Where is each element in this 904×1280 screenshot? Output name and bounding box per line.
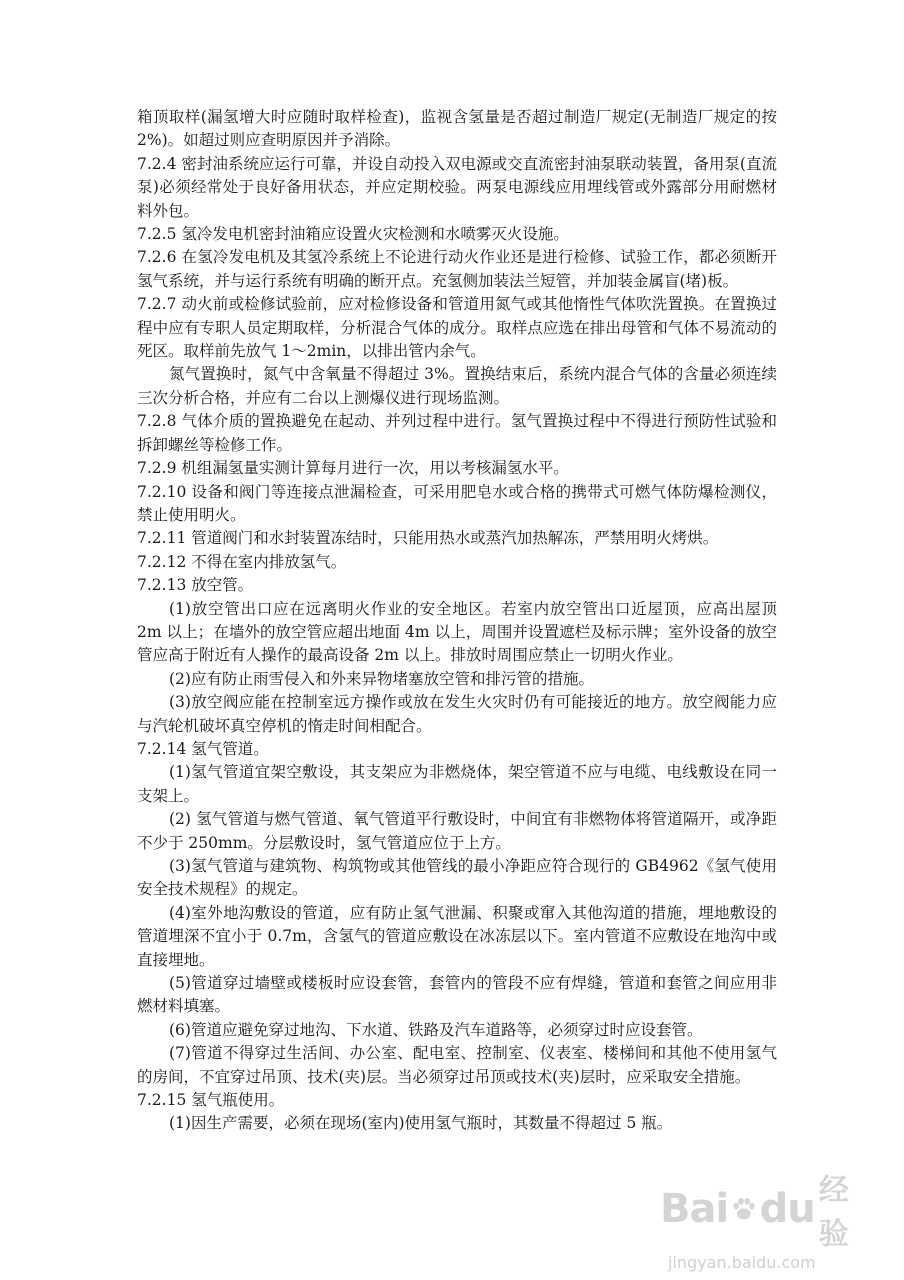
- paragraph: (6)管道应避免穿过地沟、下水道、铁路及汽车道路等，必须穿过时应设套管。: [169, 1020, 703, 1039]
- document-body: [137, 106, 777, 1136]
- paragraph: 7.2.5 氢冷发电机密封油箱应设置火灾检测和水喷雾灭火设施。: [137, 225, 569, 244]
- watermark-brand-right: du: [759, 1186, 815, 1232]
- paragraph: (3)氢气管道与建筑物、构筑物或其他管线的最小净距应符合现行的 GB4962《氢气使用安全技术规程》的规定。: [137, 857, 777, 899]
- paragraph: 7.2.9 机组漏氢量实测计算每月进行一次，用以考核漏氢水平。: [137, 459, 569, 478]
- paragraph: (1)氢气管道宜架空敷设，其支架应为非燃烧体，架空管道不应与电缆、电线敷设在同一支架上。: [137, 763, 777, 805]
- watermark-brand-left: Bai: [660, 1186, 729, 1232]
- paragraph: 7.2.7 动火前或检修试验前，应对检修设备和管道用氮气或其他惰性气体吹洗置换。在置换过程中应有专职人员定期取样，分析混合气体的成分。取样点应选在排出母管和气体不易流动的死区。取样前先放气 1～2min，以排出管内余气。: [137, 295, 777, 361]
- paragraph: 7.2.14 氢气管道。: [137, 739, 269, 758]
- paragraph: 氮气置换时，氮气中含氧量不得超过 3%。置换结束后，系统内混合气体的含量必须连续三次分析合格，并应有二台以上测爆仪进行现场监测。: [137, 365, 777, 407]
- paragraph: 7.2.6 在氢冷发电机及其氢冷系统上不论进行动火作业还是进行检修、试验工作，都必须断开氢气系统，并与运行系统有明确的断开点。充氢侧加装法兰短管，并加装金属盲(堵)板。: [137, 248, 777, 290]
- paragraph: (1)因生产需要，必须在现场(室内)使用氢气瓶时，其数量不得超过 5 瓶。: [169, 1114, 673, 1133]
- paragraph: (2)应有防止雨雪侵入和外来异物堵塞放空管和排污管的措施。: [169, 669, 594, 688]
- watermark-brand-cn: 经验: [818, 1173, 849, 1252]
- paragraph: (4)室外地沟敷设的管道，应有防止氢气泄漏、积聚或窜入其他沟道的措施，埋地敷设的管道埋深不宜小于 0.7m，含氢气的管道应敷设在冰冻层以下。室内管道不应敷设在地沟中或直接埋地。: [137, 903, 777, 969]
- paragraph: 7.2.13 放空管。: [137, 576, 254, 595]
- paragraph: (3)放空阀应能在控制室远方操作或放在发生火灾时仍有可能接近的地方。放空阀能力应与汽轮机破坏真空停机的惰走时间相配合。: [137, 693, 777, 735]
- paragraph: 7.2.4 密封油系统应运行可靠，并设自动投入双电源或交直流密封油泵联动装置，备用泵(直流泵)必须经常处于良好备用状态，并应定期校验。两泵电源线应用埋线管或外露部分用耐燃材料外包。: [137, 154, 777, 220]
- paragraph: (5)管道穿过墙壁或楼板时应设套管，套管内的管段不应有焊缝，管道和套管之间应用非燃材料填塞。: [137, 974, 777, 1016]
- paragraph: 7.2.8 气体介质的置换避免在起动、并列过程中进行。氢气置换过程中不得进行预防性试验和拆卸螺丝等检修工作。: [137, 412, 777, 454]
- paragraph: 7.2.11 管道阀门和水封装置冻结时，只能用热水或蒸汽加热解冻，严禁用明火烤烘。: [137, 529, 719, 548]
- paragraph: (1)放空管出口应在远离明火作业的安全地区。若室内放空管出口近屋顶，应高出屋顶 2m 以上；在墙外的放空管应超出地面 4m 以上，周围并设置遮栏及标示牌；室外设备的放空管应高于附近有人操作的最高设备 2m 以上。排放时周围应禁止一切明火作业。: [137, 599, 777, 665]
- watermark-url: jingyan.baidu.com: [668, 1253, 816, 1272]
- paragraph: (7)管道不得穿过生活间、办公室、配电室、控制室、仪表室、楼梯间和其他不使用氢气的房间，不宜穿过吊顶、技术(夹)层。当必须穿过吊顶或技术(夹)层时，应采取安全措施。: [137, 1044, 777, 1086]
- paragraph: 7.2.15 氢气瓶使用。: [137, 1091, 285, 1110]
- paragraph: 7.2.10 设备和阀门等连接点泄漏检查，可采用肥皂水或合格的携带式可燃气体防爆检测仪，禁止使用明火。: [137, 482, 777, 524]
- baidu-watermark: [660, 1165, 860, 1272]
- paragraph: (2) 氢气管道与燃气管道、氧气管道平行敷设时，中间宜有非燃物体将管道隔开，或净距不少于 250mm。分层敷设时，氢气管道应位于上方。: [137, 810, 777, 852]
- paw-icon: [730, 1189, 757, 1229]
- paragraph: 7.2.12 不得在室内排放氢气。: [137, 552, 347, 571]
- paragraph: 箱顶取样(漏氢增大时应随时取样检查)，监视含氢量是否超过制造厂规定(无制造厂规定的按2%)。如超过则应查明原因并予消除。: [137, 108, 777, 150]
